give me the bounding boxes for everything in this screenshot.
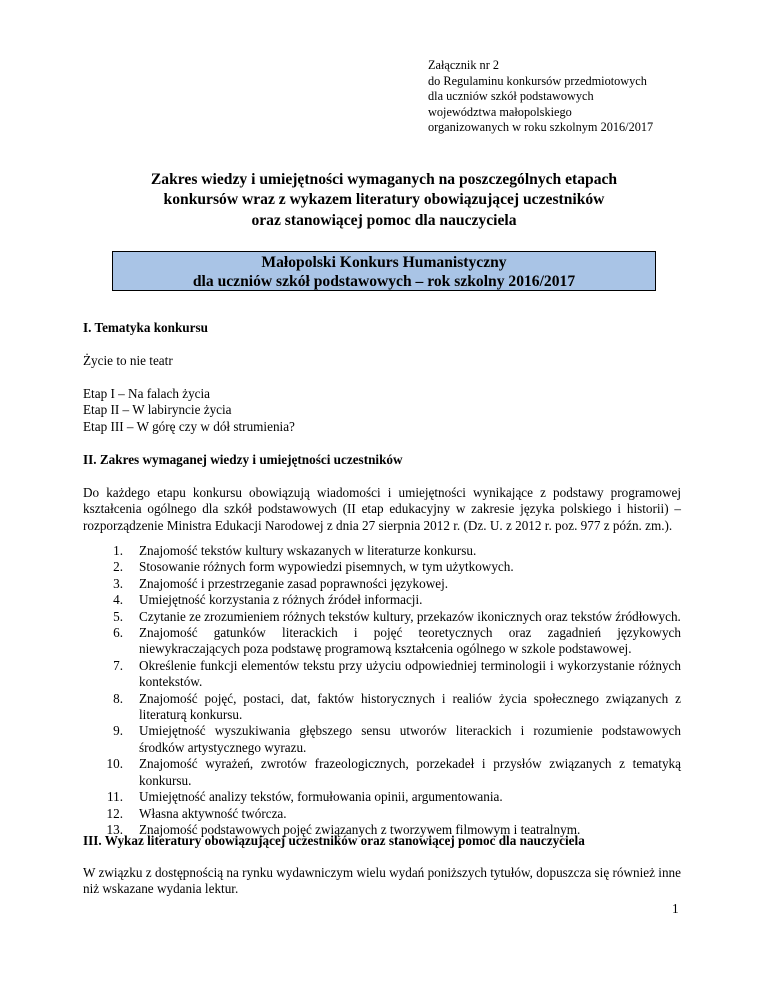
list-item-number: 2. [113, 559, 123, 575]
list-item [83, 658, 681, 691]
section-2-heading: II. Zakres wymaganej wiedzy i umiejętności uczestników [83, 452, 403, 467]
list-item [83, 609, 681, 625]
section-2-intro: Do każdego etapu konkursu obowiązują wiadomości i umiejętności wynikające z podstawy programowej kształcenia ogólnego dla szkół podstawowych (II etap edukacyjny w zakresie języka polskiego i historii) – rozporządzenie Ministra Edukacji Narodowej z dnia 27 sierpnia 2012 r. (Dz. U. z 2012 r. poz. 977 z późn. zm.). [83, 485, 681, 533]
list-item-number: 1. [113, 543, 123, 558]
list-item-text: Określenie funkcji elementów tekstu przy użyciu odpowiedniej terminologii i wykorzystanie różnych kontekstów. [139, 657, 681, 690]
list-item-number: 8. [113, 690, 123, 706]
list-item-number: 6. [113, 625, 123, 641]
list-item-text: Znajomość gatunków literackich i pojęć teoretycznych oraz zagadnień językowych niewykraczających poza podstawę programową kształcenia ogólnego w szkole podstawowej. [139, 625, 681, 657]
annex-line: do Regulaminu konkursów przedmiotowych [428, 73, 647, 88]
list-item [83, 592, 681, 608]
contest-theme: Życie to nie teatr [83, 353, 173, 368]
title-line: Zakres wiedzy i umiejętności wymaganych na poszczególnych etapach [150, 171, 618, 188]
annex-line: województwa małopolskiego [428, 104, 572, 119]
list-item-text: Umiejętność korzystania z różnych źródeł informacji. [139, 592, 423, 608]
list-item-number: 7. [113, 657, 123, 673]
stage-list [83, 386, 681, 435]
list-item-text: Własna aktywność twórcza. [139, 805, 287, 821]
contest-audience-year: dla uczniów szkół podstawowych – rok szkolny 2016/2017 [192, 273, 576, 290]
list-item-text: Znajomość podstawowych pojęć związanych z tworzywem filmowym i teatralnym. [139, 821, 581, 837]
list-item [83, 789, 681, 805]
section-3-heading: III. Wykaz literatury obowiązującej uczestników oraz stanowiącej pomoc dla nauczyciela [83, 833, 585, 848]
list-item-text: Znajomość i przestrzeganie zasad poprawności językowej. [139, 575, 449, 591]
list-item [83, 543, 681, 559]
contest-name-box [112, 251, 656, 291]
list-item-number: 12. [106, 805, 123, 821]
stage-item: Etap I – Na falach życia [83, 386, 211, 401]
list-item-number: 5. [113, 608, 123, 624]
annex-line: Załącznik nr 2 [428, 58, 500, 72]
stage-item: Etap II – W labiryncie życia [83, 402, 232, 418]
list-item-number: 13. [106, 821, 123, 837]
page-number: 1 [672, 901, 679, 916]
annex-note [428, 58, 653, 136]
list-item-text: Znajomość tekstów kultury wskazanych w literaturze konkursu. [139, 543, 477, 558]
list-item [83, 576, 681, 592]
list-item-text: Stosowanie różnych form wypowiedzi pisemnych, w tym użytkowych. [139, 559, 514, 575]
list-item-number: 10. [106, 756, 123, 772]
document-title [90, 170, 678, 231]
title-line: oraz stanowiącej pomoc dla nauczyciela [251, 211, 517, 229]
title-line: konkursów wraz z wykazem literatury obowiązującej uczestników [163, 191, 605, 209]
list-item [83, 723, 681, 756]
section-3-intro: W związku z dostępnością na rynku wydawniczym wielu wydań poniższych tytułów, dopuszcza się również inne niż wskazane wydania lektur. [83, 865, 681, 897]
list-item-text: Znajomość pojęć, postaci, dat, faktów historycznych i realiów życia społecznego związanych z literaturą konkursu. [139, 690, 681, 723]
stage-item: Etap III – W górę czy w dół strumienia? [83, 418, 295, 434]
list-item-number: 11. [107, 789, 123, 805]
list-item-number: 9. [113, 723, 123, 739]
contest-name: Małopolski Konkurs Humanistyczny [261, 254, 507, 271]
list-item [83, 625, 681, 658]
annex-line: dla uczniów szkół podstawowych [428, 89, 594, 104]
list-item [83, 806, 681, 822]
list-item-text: Czytanie ze zrozumieniem różnych tekstów kultury, przekazów ikonicznych oraz tekstów źródłowych. [139, 608, 681, 624]
list-item [83, 756, 681, 789]
list-item [83, 691, 681, 724]
list-item-text: Znajomość wyrażeń, zwrotów frazeologicznych, porzekadeł i przysłów związanych z tematyką konkursu. [139, 756, 681, 788]
list-item-number: 4. [113, 592, 123, 608]
skills-list [83, 543, 681, 838]
list-item-text: Umiejętność wyszukiwania głębszego sensu utworów literackich i rozumienie podstawowych środków artystycznego wyrazu. [139, 723, 681, 755]
list-item-text: Umiejętność analizy tekstów, formułowania opinii, argumentowania. [139, 789, 503, 805]
section-1-heading: I. Tematyka konkursu [83, 320, 208, 335]
list-item [83, 559, 681, 575]
list-item-number: 3. [113, 575, 123, 591]
annex-line: organizowanych w roku szkolnym 2016/2017 [428, 120, 654, 135]
